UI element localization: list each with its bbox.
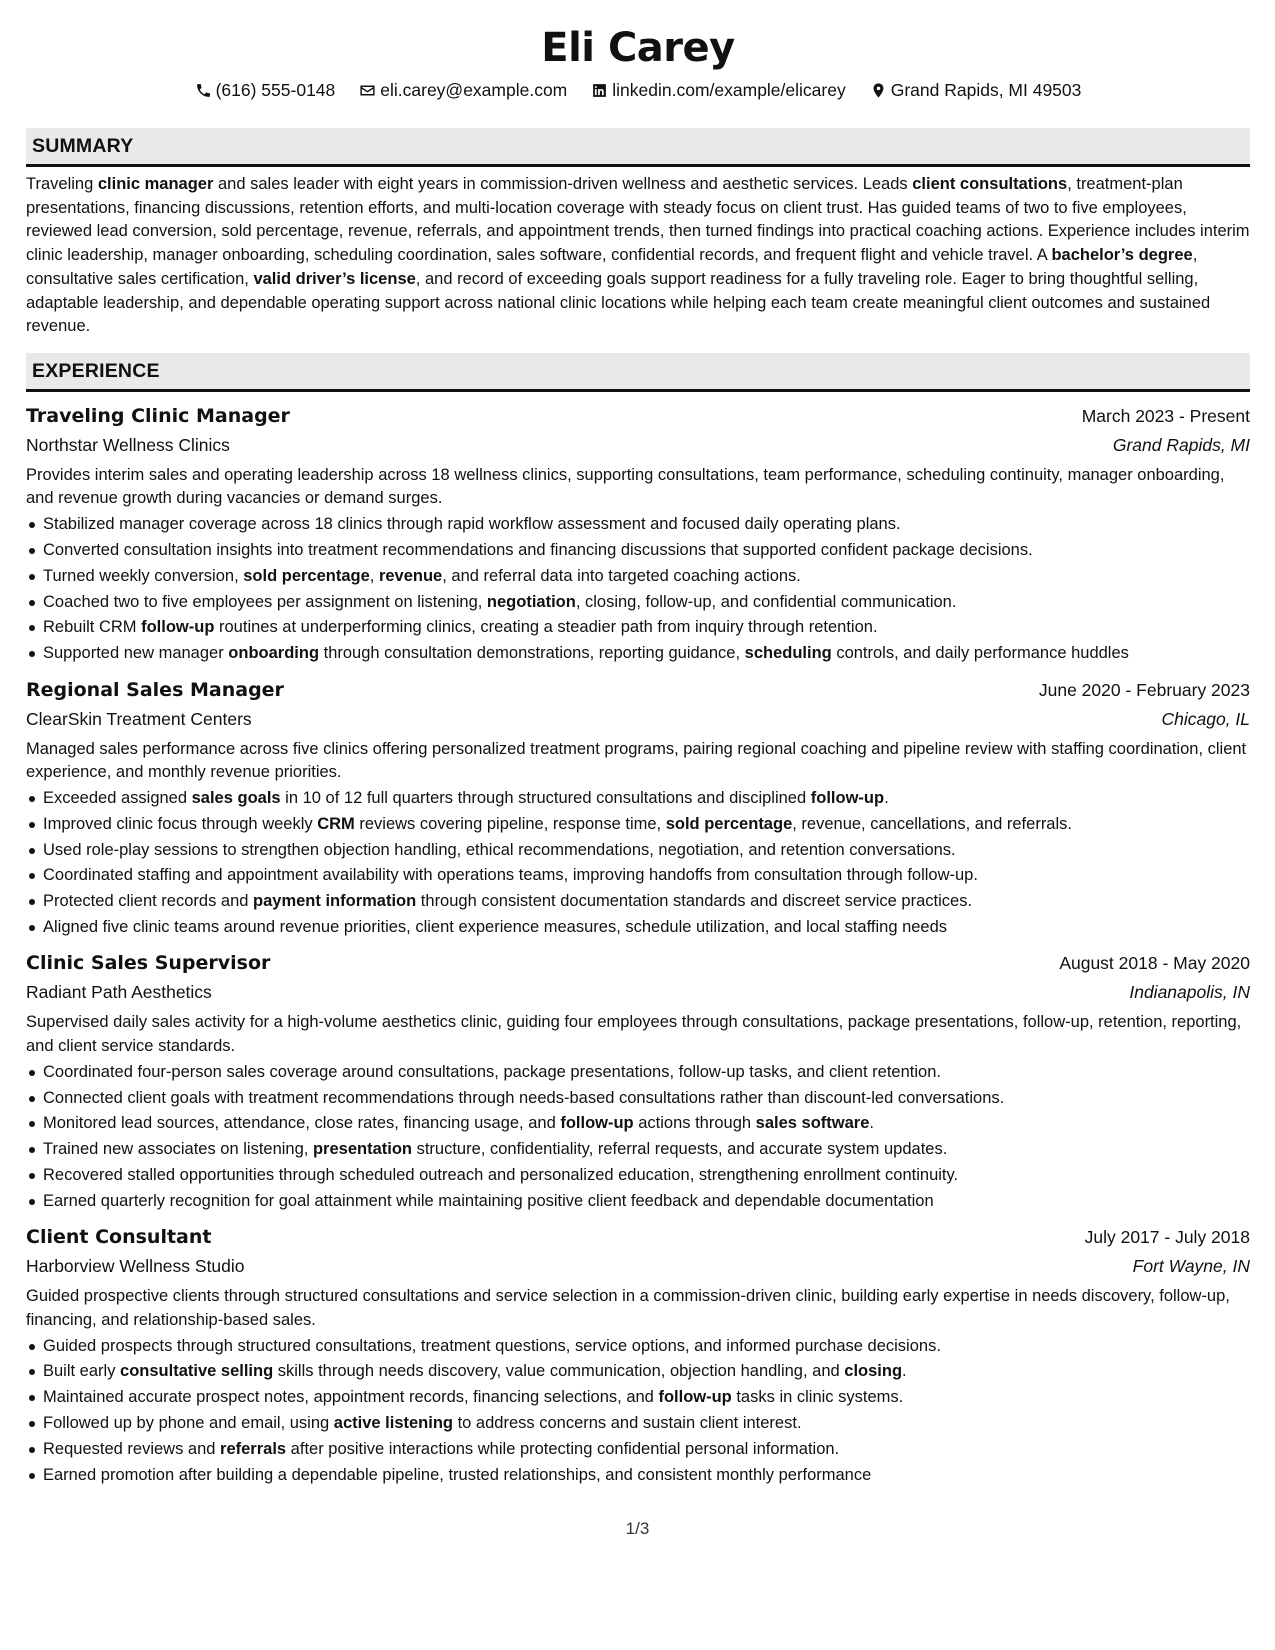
page-number: 1/3: [625, 1519, 650, 1538]
contact-location: [870, 78, 1082, 102]
job-bullet-list: [26, 513, 1250, 665]
job-bullet-list: [26, 1061, 1250, 1213]
job-bullet: Exceeded assigned sales goals in 10 of 12 full quarters through structured consultations and disciplined follow-up.: [43, 787, 1250, 811]
job-title: Traveling Clinic Manager: [26, 404, 290, 427]
job-bullet: Recovered stalled opportunities through scheduled outreach and personalized education, strengthening enrollment continuity.: [43, 1164, 1250, 1188]
linkedin-icon: [591, 82, 608, 99]
job-bullet: Earned promotion after building a dependable pipeline, trusted relationships, and consistent monthly performance: [43, 1464, 1250, 1488]
linkedin-text[interactable]: linkedin.com/example/elicarey: [612, 80, 846, 100]
job-bullet: Trained new associates on listening, presentation structure, confidentiality, referral requests, and accurate system updates.: [43, 1138, 1250, 1162]
contact-bar: [26, 78, 1250, 102]
job-dates: August 2018 - May 2020: [1059, 953, 1250, 974]
location-text: Grand Rapids, MI 49503: [890, 80, 1082, 100]
summary-text: Traveling clinic manager and sales leader with eight years in commission-driven wellness and aesthetic services. Leads client consultations, treatment-plan presentations, financing discussions, retention efforts, and multi-location coverage with steady focus on client trust. Has guided teams of two to five employees, reviewed lead conversion, sold percentage, revenue, referrals, and appointment trends, then turned findings into practical coaching actions. Experience includes interim clinic leadership, manager onboarding, scheduling coordination, sales software, confidential records, and frequent flight and vehicle travel. A bachelor’s degree, consultative sales certification, valid driver’s license, and record of exceeding goals support readiness for a fully traveling role. Eager to bring thoughtful selling, adaptable leadership, and dependable operating support across national clinic locations while helping each team create meaningful client outcomes and sustained revenue.: [26, 175, 1250, 336]
job-entry: [26, 402, 1250, 666]
job-entry: [26, 676, 1250, 940]
job-location: Indianapolis, IN: [1129, 982, 1250, 1003]
email-text[interactable]: eli.carey@example.com: [380, 80, 568, 100]
job-bullet: Guided prospects through structured consultations, treatment questions, service options, and informed purchase decisions.: [43, 1335, 1250, 1359]
job-bullet: Followed up by phone and email, using active listening to address concerns and sustain client interest.: [43, 1412, 1250, 1436]
job-bullet: Coordinated four-person sales coverage around consultations, package presentations, follow-up tasks, and client retention.: [43, 1061, 1250, 1085]
job-title: Clinic Sales Supervisor: [26, 952, 271, 975]
job-location: Fort Wayne, IN: [1132, 1256, 1250, 1277]
job-bullet: Requested reviews and referrals after positive interactions while protecting confidential personal information.: [43, 1438, 1250, 1462]
job-location: Chicago, IL: [1161, 708, 1250, 729]
job-bullet: Improved clinic focus through weekly CRM reviews covering pipeline, response time, sold percentage, revenue, cancellations, and referrals.: [43, 813, 1250, 837]
experience-heading: EXPERIENCE: [26, 353, 1250, 392]
job-bullet: Converted consultation insights into treatment recommendations and financing discussions that supported confident package decisions.: [43, 539, 1250, 563]
job-bullet: Stabilized manager coverage across 18 clinics through rapid workflow assessment and focused daily operating plans.: [43, 513, 1250, 537]
contact-email[interactable]: [359, 78, 567, 102]
job-bullet: Maintained accurate prospect notes, appointment records, financing selections, and follow-up tasks in clinic systems.: [43, 1386, 1250, 1410]
job-bullet: Monitored lead sources, attendance, close rates, financing usage, and follow-up actions through sales software.: [43, 1112, 1250, 1136]
candidate-name: Eli Carey: [541, 25, 735, 71]
job-bullet: Aligned five clinic teams around revenue priorities, client experience measures, schedule utilization, and local staffing needs: [43, 916, 1250, 940]
envelope-icon: [359, 82, 376, 99]
job-entry: [26, 1223, 1250, 1487]
job-company: ClearSkin Treatment Centers: [26, 708, 252, 729]
job-company-row: [26, 430, 1250, 460]
job-bullet: Coached two to five employees per assignment on listening, negotiation, closing, follow-up, and confidential communication.: [43, 591, 1250, 615]
job-company: Radiant Path Aesthetics: [26, 982, 212, 1003]
job-bullet: Rebuilt CRM follow-up routines at underperforming clinics, creating a steadier path from inquiry through retention.: [43, 616, 1250, 640]
job-bullet: Protected client records and payment information through consistent documentation standards and discreet service practices.: [43, 890, 1250, 914]
job-bullet: Coordinated staffing and appointment availability with operations teams, improving handoffs from consultation through follow-up.: [43, 864, 1250, 888]
job-description: Guided prospective clients through structured consultations and service selection in a commission-driven clinic, building early expertise in needs discovery, follow-up, financing, and relationship-based sales.: [26, 1287, 1230, 1329]
map-pin-icon: [870, 82, 887, 99]
phone-icon: [195, 82, 212, 99]
job-bullet: Earned quarterly recognition for goal attainment while maintaining positive client feedback and dependable documentation: [43, 1190, 1250, 1214]
job-bullet-list: [26, 787, 1250, 939]
job-company-row: [26, 977, 1250, 1007]
job-title: Regional Sales Manager: [26, 678, 284, 701]
phone-text: (616) 555-0148: [215, 80, 336, 100]
job-bullet: Built early consultative selling skills through needs discovery, value communication, objection handling, and closing.: [43, 1360, 1250, 1384]
job-description: Supervised daily sales activity for a high-volume aesthetics clinic, guiding four employees through consultations, package presentations, follow-up, retention, reporting, and client service standards.: [26, 1013, 1242, 1055]
job-bullet: Used role-play sessions to strengthen objection handling, ethical recommendations, negotiation, and retention conversations.: [43, 839, 1250, 863]
job-dates: March 2023 - Present: [1081, 405, 1250, 426]
job-location: Grand Rapids, MI: [1112, 434, 1250, 455]
job-company: Northstar Wellness Clinics: [26, 434, 230, 455]
job-company-row: [26, 704, 1250, 734]
job-title: Client Consultant: [26, 1226, 212, 1249]
job-header-row: [26, 1223, 1250, 1251]
job-bullet: Supported new manager onboarding through consultation demonstrations, reporting guidance, scheduling controls, and daily performance huddles: [43, 642, 1250, 666]
job-header-row: [26, 676, 1250, 704]
contact-phone: [195, 78, 336, 102]
job-header-row: [26, 949, 1250, 977]
job-dates: June 2020 - February 2023: [1038, 679, 1250, 700]
job-bullet: Turned weekly conversion, sold percentage, revenue, and referral data into targeted coaching actions.: [43, 565, 1250, 589]
job-description: Provides interim sales and operating leadership across 18 wellness clinics, supporting consultations, team performance, scheduling continuity, manager onboarding, and revenue growth during vacancies or demand surges.: [26, 465, 1225, 508]
job-company-row: [26, 1251, 1250, 1281]
job-header-row: [26, 402, 1250, 430]
job-description: Managed sales performance across five clinics offering personalized treatment programs, pairing regional coaching and pipeline review with staffing coordination, client experience, and monthly revenue priorities.: [26, 739, 1247, 782]
job-bullet: Connected client goals with treatment recommendations through needs-based consultations rather than discount-led conversations.: [43, 1087, 1250, 1111]
contact-linkedin[interactable]: [591, 78, 845, 102]
job-bullet-list: [26, 1335, 1250, 1487]
experience-list: [26, 402, 1250, 1487]
job-company: Harborview Wellness Studio: [26, 1256, 245, 1277]
job-dates: July 2017 - July 2018: [1084, 1227, 1250, 1248]
resume-page: [26, 22, 1250, 1487]
job-entry: [26, 949, 1250, 1213]
summary-heading: SUMMARY: [26, 128, 1250, 167]
